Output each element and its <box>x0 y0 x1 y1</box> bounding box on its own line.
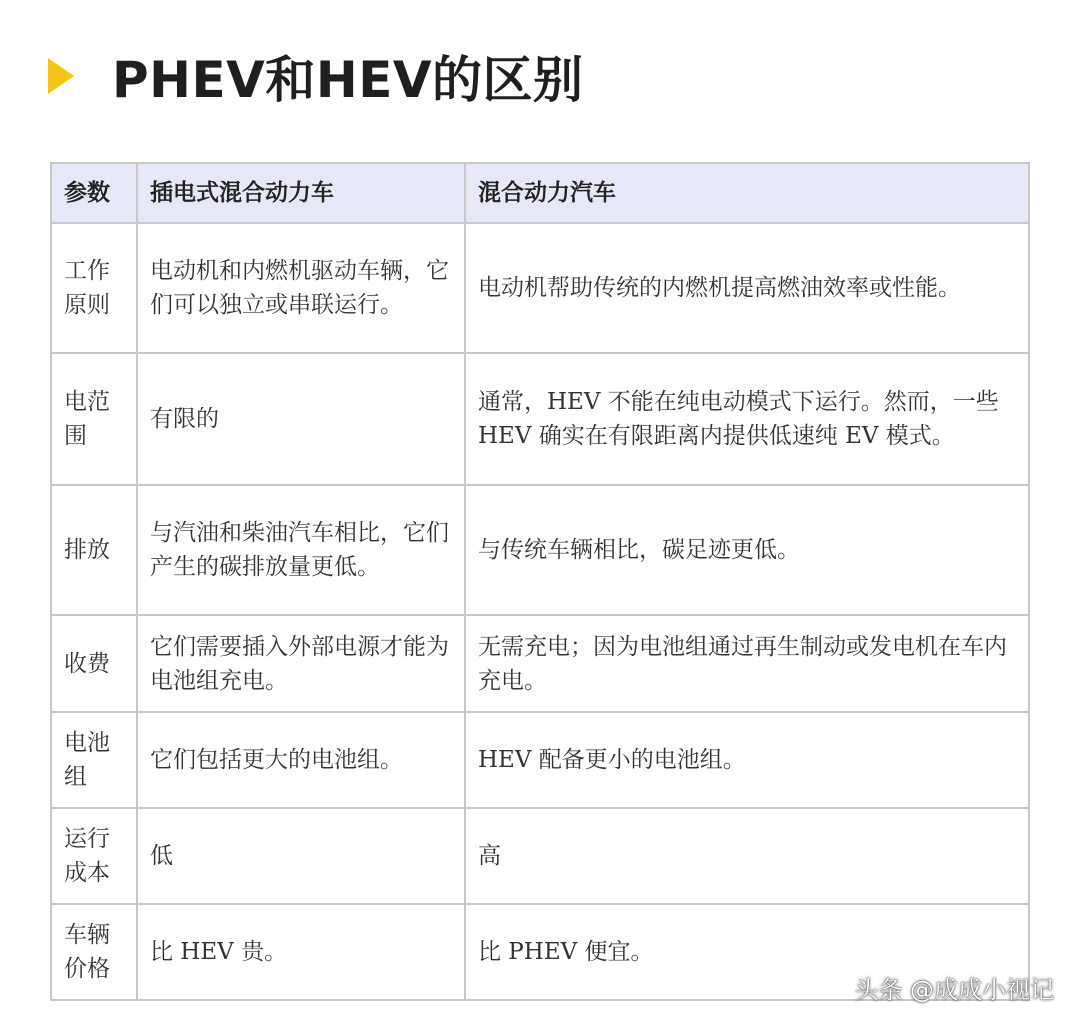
row-hev-value: 高 <box>465 808 1029 904</box>
table-row <box>51 485 1029 615</box>
play-triangle-icon <box>48 58 74 94</box>
row-phev-value: 它们包括更大的电池组。 <box>137 712 465 808</box>
row-parameter: 车辆价格 <box>51 904 137 1000</box>
row-parameter: 电范围 <box>51 353 137 485</box>
row-parameter: 排放 <box>51 485 137 615</box>
row-parameter: 工作原则 <box>51 223 137 353</box>
row-hev-value: 无需充电；因为电池组通过再生制动或发电机在车内充电。 <box>465 615 1029 712</box>
page-title: PHEV和HEV的区别 <box>112 51 584 109</box>
row-hev-value: 与传统车辆相比，碳足迹更低。 <box>465 485 1029 615</box>
table-header-row <box>51 163 1029 223</box>
row-phev-value: 有限的 <box>137 353 465 485</box>
row-hev-value: 比 PHEV 便宜。 <box>465 904 1029 1000</box>
table-row <box>51 615 1029 712</box>
row-phev-value: 比 HEV 贵。 <box>137 904 465 1000</box>
row-parameter: 运行成本 <box>51 808 137 904</box>
row-phev-value: 与汽油和柴油汽车相比，它们产生的碳排放量更低。 <box>137 485 465 615</box>
watermark: 头条 @成成小视记 <box>854 976 1054 1004</box>
table-row <box>51 712 1029 808</box>
table-row <box>51 353 1029 485</box>
header-phev: 插电式混合动力车 <box>137 163 465 223</box>
title-row <box>48 40 584 112</box>
row-phev-value: 低 <box>137 808 465 904</box>
row-hev-value: 通常，HEV 不能在纯电动模式下运行。然而，一些 HEV 确实在有限距离内提供低速纯 EV 模式。 <box>465 353 1029 485</box>
row-hev-value: HEV 配备更小的电池组。 <box>465 712 1029 808</box>
header-parameter: 参数 <box>51 163 137 223</box>
header-hev: 混合动力汽车 <box>465 163 1029 223</box>
row-parameter: 电池组 <box>51 712 137 808</box>
table-row <box>51 808 1029 904</box>
row-phev-value: 它们需要插入外部电源才能为电池组充电。 <box>137 615 465 712</box>
row-hev-value: 电动机帮助传统的内燃机提高燃油效率或性能。 <box>465 223 1029 353</box>
table-row <box>51 223 1029 353</box>
row-phev-value: 电动机和内燃机驱动车辆，它们可以独立或串联运行。 <box>137 223 465 353</box>
row-parameter: 收费 <box>51 615 137 712</box>
comparison-table <box>50 162 1030 1001</box>
